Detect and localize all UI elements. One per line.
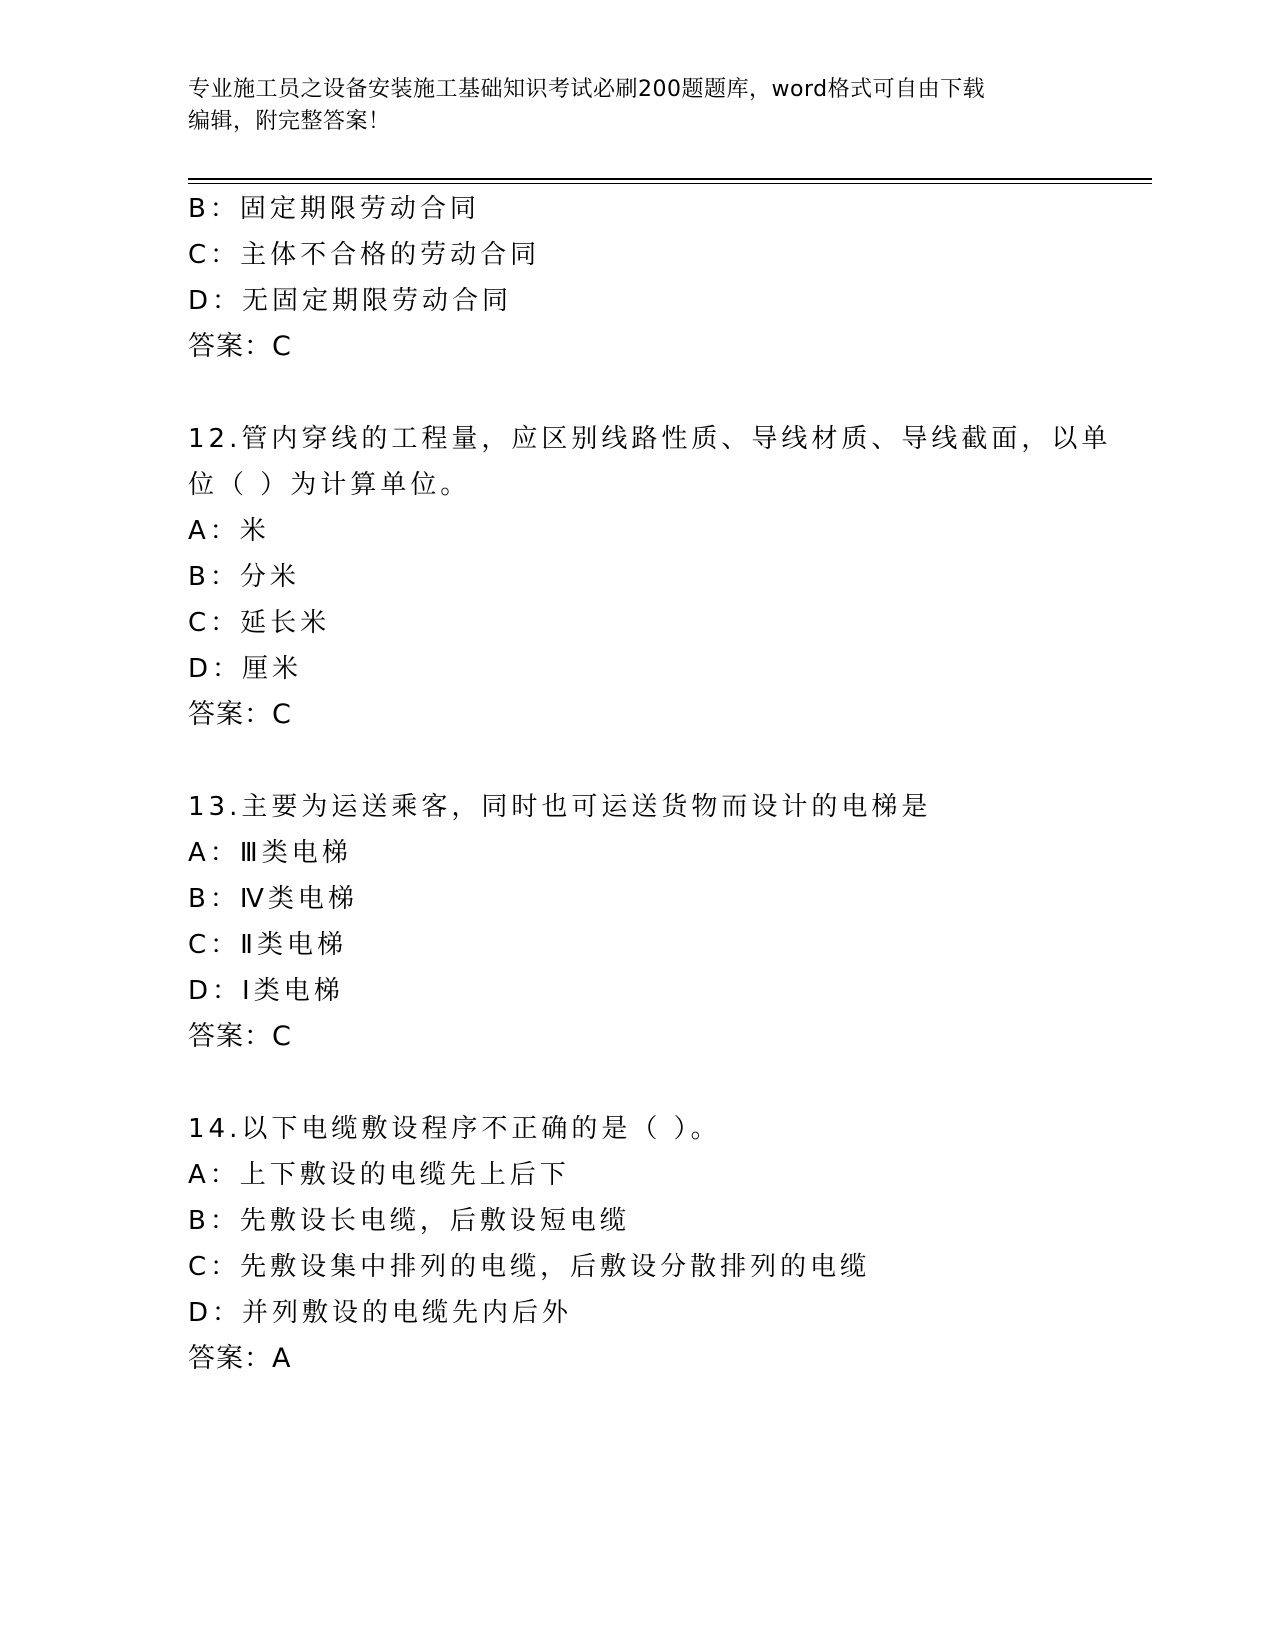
option-d: D：Ⅰ类电梯 [188, 976, 344, 1006]
option-d: D：无固定期限劳动合同 [188, 286, 513, 316]
option-d: D：厘米 [188, 654, 303, 684]
header-title-line-1: 专业施工员之设备安装施工基础知识考试必刷200题题库，word格式可自由下载 [188, 77, 986, 102]
spacer [188, 738, 1108, 784]
option-b: B：分米 [188, 562, 300, 592]
question-14 [188, 1106, 1108, 1382]
header-title-line-2: 编辑，附完整答案！ [188, 109, 391, 134]
question-12 [188, 416, 1112, 738]
question-11-tail [188, 186, 1108, 370]
question-stem-line-2: 位（ ）为计算单位。 [188, 470, 471, 500]
page-header [188, 74, 1088, 138]
option-b: B：Ⅳ类电梯 [188, 884, 358, 914]
question-stem-line-1: 12.管内穿线的工程量，应区别线路性质、导线材质、导线截面，以单 [188, 424, 1112, 454]
question-13 [188, 784, 1108, 1060]
option-c: C：主体不合格的劳动合同 [188, 240, 541, 270]
option-c: C：延长米 [188, 608, 331, 638]
question-stem-line-1: 14.以下电缆敷设程序不正确的是（ ）。 [188, 1114, 721, 1144]
spacer [188, 1060, 1108, 1106]
question-stem-line-1: 13.主要为运送乘客，同时也可运送货物而设计的电梯是 [188, 792, 932, 822]
option-c: C：先敷设集中排列的电缆，后敷设分散排列的电缆 [188, 1252, 871, 1282]
option-d: D：并列敷设的电缆先内后外 [188, 1298, 573, 1328]
option-b: B：固定期限劳动合同 [188, 194, 480, 224]
answer-line: 答案：C [188, 1021, 292, 1052]
header-rule-thin [188, 183, 1152, 184]
option-a: A：Ⅲ类电梯 [188, 838, 352, 868]
option-a: A：上下敷设的电缆先上后下 [188, 1160, 570, 1190]
spacer [188, 370, 1108, 416]
answer-line: 答案：C [188, 331, 292, 362]
header-rule-thick [188, 178, 1152, 180]
answer-line: 答案：A [188, 1343, 292, 1374]
question-list [188, 186, 1112, 1382]
option-b: B：先敷设长电缆，后敷设短电缆 [188, 1206, 630, 1236]
option-a: A：米 [188, 516, 270, 546]
option-c: C：Ⅱ类电梯 [188, 930, 347, 960]
answer-line: 答案：C [188, 699, 292, 730]
